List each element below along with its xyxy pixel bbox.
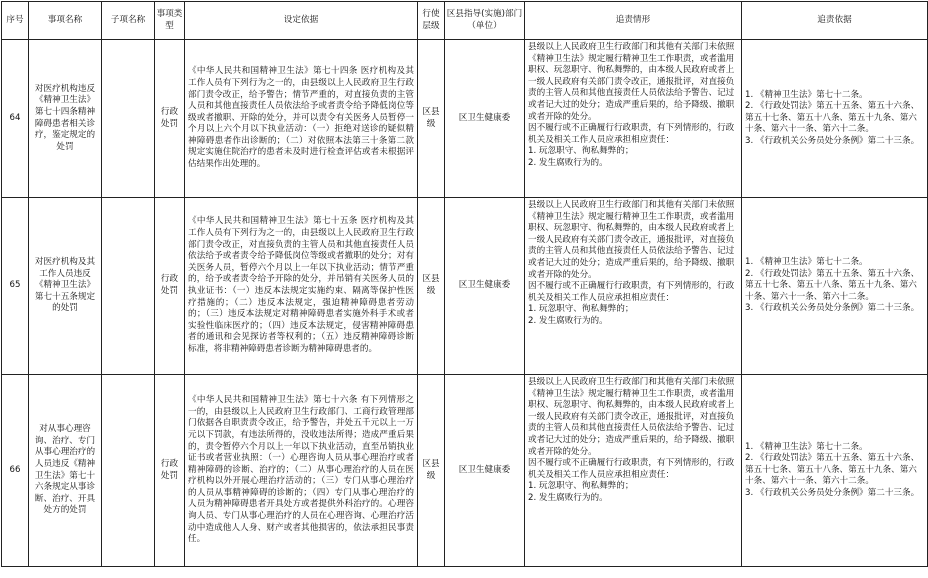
ref-item: 1. 《精神卫生法》第七十二条。	[745, 89, 868, 100]
row-sub-item	[102, 375, 155, 567]
row-department: 区卫生健康委	[445, 198, 525, 375]
row-item-name: 对医疗机构及其工作人员违反《精神卫生法》第七十五条规定的处罚	[29, 198, 102, 375]
ref-item: 3. 《行政机关公务员处分条例》第二十三条。	[745, 487, 920, 498]
row-department: 区卫生健康委	[445, 40, 525, 198]
header-accountability-basis: 追责依据	[742, 2, 928, 40]
table-row	[2, 198, 928, 375]
duty-paragraph: 2. 发生腐败行为的。	[528, 157, 608, 168]
header-item-type: 事项类型	[155, 2, 185, 40]
ref-item: 3. 《行政机关公务员处分条例》第二十三条。	[745, 303, 920, 314]
row-accountability-cases	[525, 40, 742, 198]
row-accountability-basis	[742, 198, 928, 375]
duty-paragraph: 2. 发生腐败行为的。	[528, 492, 608, 503]
duty-paragraph: 县级以上人民政府卫生行政部门和其他有关部门未依照《精神卫生法》规定履行精神卫生工作职责，或者滥用职权、玩忽职守、徇私舞弊的，由本级人民政府或者上一级人民政府有关部门责令改正，通报批评，对直接负责的主管人员和其他直接责任人员依法给予警告、记过或者记大过的处分；造成严重后果的，给予降级、撤职或者开除的处分。	[528, 200, 735, 280]
ref-item: 2. 《行政处罚法》第五十五条、第五十六条、第五十七条、第五十八条、第五十九条、第六十条、第六十一条、第六十二条。	[745, 101, 920, 135]
header-department: 区县指导(实施)部门（单位）	[445, 2, 525, 40]
row-legal-basis: 《中华人民共和国精神卫生法》第七十五条 医疗机构及其工作人员有下列行为之一的，由县级以上人民政府卫生行政部门责令改正，对直接负责的主管人员和其他直接责任人员依法给予或者责令给予降低岗位等级或者撤职的处分；对有关医务人员，暂停六个月以上一年以下执业活动；情节严重的，给予或者责令给予开除的处分，并吊销有关医务人员的执业证书：（一）违反本法规定实施约束、隔离等保护性医疗措施的；（二）违反本法规定，强迫精神障碍患者劳动的；（三）违反本法规定对精神障碍患者实施外科手术或者实验性临床医疗的；（四）违反本法规定，侵害精神障碍患者的通讯和会见探访者等权利的；（五）违反精神障碍诊断标准，将非精神障碍患者诊断为精神障碍患者的。	[185, 198, 418, 375]
row-level: 区县级	[418, 375, 445, 567]
row-item-type: 行政处罚	[155, 198, 185, 375]
row-level: 区县级	[418, 40, 445, 198]
row-no: 66	[2, 375, 29, 567]
duty-paragraph: 1. 玩忽职守、徇私舞弊的；	[528, 481, 634, 492]
row-no: 64	[2, 40, 29, 198]
accountability-table	[1, 1, 928, 567]
header-item-name: 事项名称	[29, 2, 102, 40]
duty-paragraph: 县级以上人民政府卫生行政部门和其他有关部门未依照《精神卫生法》规定履行精神卫生工作职责，或者滥用职权、玩忽职守、徇私舞弊的，由本级人民政府或者上一级人民政府有关部门责令改正，通报批评，对直接负责的主管人员和其他直接责任人员依法给予警告、记过或者记大过的处分；造成严重后果的，给予降级、撤职或者开除的处分。	[528, 42, 735, 122]
row-level: 区县级	[418, 198, 445, 375]
duty-paragraph: 县级以上人民政府卫生行政部门和其他有关部门未依照《精神卫生法》规定履行精神卫生工作职责，或者滥用职权、玩忽职守、徇私舞弊的，由本级人民政府或者上一级人民政府有关部门责令改正，通报批评，对直接负责的主管人员和其他直接责任人员依法给予警告、记过或者记大过的处分；造成严重后果的，给予降级、撤职或者开除的处分。	[528, 377, 735, 457]
duty-paragraph: 1. 玩忽职守、徇私舞弊的；	[528, 304, 634, 315]
row-department: 区卫生健康委	[445, 375, 525, 567]
ref-item: 2. 《行政处罚法》第五十五条、第五十六条、第五十七条、第五十八条、第五十九条、第六十条、第六十一条、第六十二条。	[745, 268, 920, 302]
header-level: 行使层级	[418, 2, 445, 40]
duty-paragraph: 因不履行或不正确履行行政职责，有下列情形的，行政机关及相关工作人员应承担相应责任：	[528, 458, 735, 480]
row-legal-basis: 《中华人民共和国精神卫生法》第七十六条 有下列情形之一的，由县级以上人民政府卫生行政部门、工商行政管理部门依据各自职责责令改正，给予警告，并处五千元以上一万元以下罚款，有违法所得的，没收违法所得；造成严重后果的，责令暂停六个月以上一年以下执业活动，直至吊销执业证书或者营业执照：（一）心理咨询人员从事心理治疗或者精神障碍的诊断、治疗的；（二）从事心理治疗的人员在医疗机构以外开展心理治疗活动的；（三）专门从事心理治疗的人员从事精神障碍的诊断的；（四）专门从事心理治疗的人员为精神障碍患者开具处方或者提供外科治疗的。心理咨询人员、专门从事心理治疗的人员在心理咨询、心理治疗活动中造成他人人身、财产或者其他损害的，依法承担民事责任。	[185, 375, 418, 567]
table-row	[2, 375, 928, 567]
ref-item: 1. 《精神卫生法》第七十二条。	[745, 441, 868, 452]
row-item-name: 对从事心理咨询、治疗、专门从事心理治疗的人员违反《精神卫生法》第七十六条规定从事诊断、治疗、开具处方的处罚	[29, 375, 102, 567]
row-sub-item	[102, 40, 155, 198]
ref-item: 1. 《精神卫生法》第七十二条。	[745, 257, 868, 268]
duty-paragraph: 因不履行或不正确履行行政职责，有下列情形的，行政机关及相关工作人员应承担相应责任：	[528, 281, 735, 303]
header-accountability-cases: 追责情形	[525, 2, 742, 40]
header-no: 序号	[2, 2, 29, 40]
ref-item: 3. 《行政机关公务员处分条例》第二十三条。	[745, 135, 920, 146]
row-item-name: 对医疗机构违反《精神卫生法》第七十四条精神障碍患者相关诊疗，鉴定规定的处罚	[29, 40, 102, 198]
duty-paragraph: 因不履行或不正确履行行政职责，有下列情形的，行政机关及相关工作人员应承担相应责任：	[528, 123, 735, 145]
ref-item: 2. 《行政处罚法》第五十五条、第五十六条、第五十七条、第五十八条、第五十九条、第六十条、第六十一条、第六十二条。	[745, 453, 920, 487]
row-item-type: 行政处罚	[155, 375, 185, 567]
row-legal-basis: 《中华人民共和国精神卫生法》第七十四条 医疗机构及其工作人员有下列行为之一的，由县级以上人民政府卫生行政部门责令改正，给予警告；情节严重的，对直接负责的主管人员和其他直接责任人员依法给予或者责令给予降低岗位等级或者撤职、开除的处分，并可以责令有关医务人员暂停一个月以上六个月以下执业活动：（一）拒绝对送诊的疑似精神障碍患者作出诊断的；（二）对依照本法第三十条第二款规定实施住院治疗的患者未及时进行检查评估或者未根据评估结果作出处理的。	[185, 40, 418, 198]
header-legal-basis: 设定依据	[185, 2, 418, 40]
header-row	[2, 2, 928, 40]
row-accountability-cases	[525, 198, 742, 375]
row-no: 65	[2, 198, 29, 375]
duty-paragraph: 1. 玩忽职守、徇私舞弊的；	[528, 146, 634, 157]
row-accountability-basis	[742, 375, 928, 567]
table-row	[2, 40, 928, 198]
row-item-type: 行政处罚	[155, 40, 185, 198]
row-accountability-basis	[742, 40, 928, 198]
row-sub-item	[102, 198, 155, 375]
duty-paragraph: 2. 发生腐败行为的。	[528, 315, 608, 326]
header-sub-item: 子项名称	[102, 2, 155, 40]
row-accountability-cases	[525, 375, 742, 567]
